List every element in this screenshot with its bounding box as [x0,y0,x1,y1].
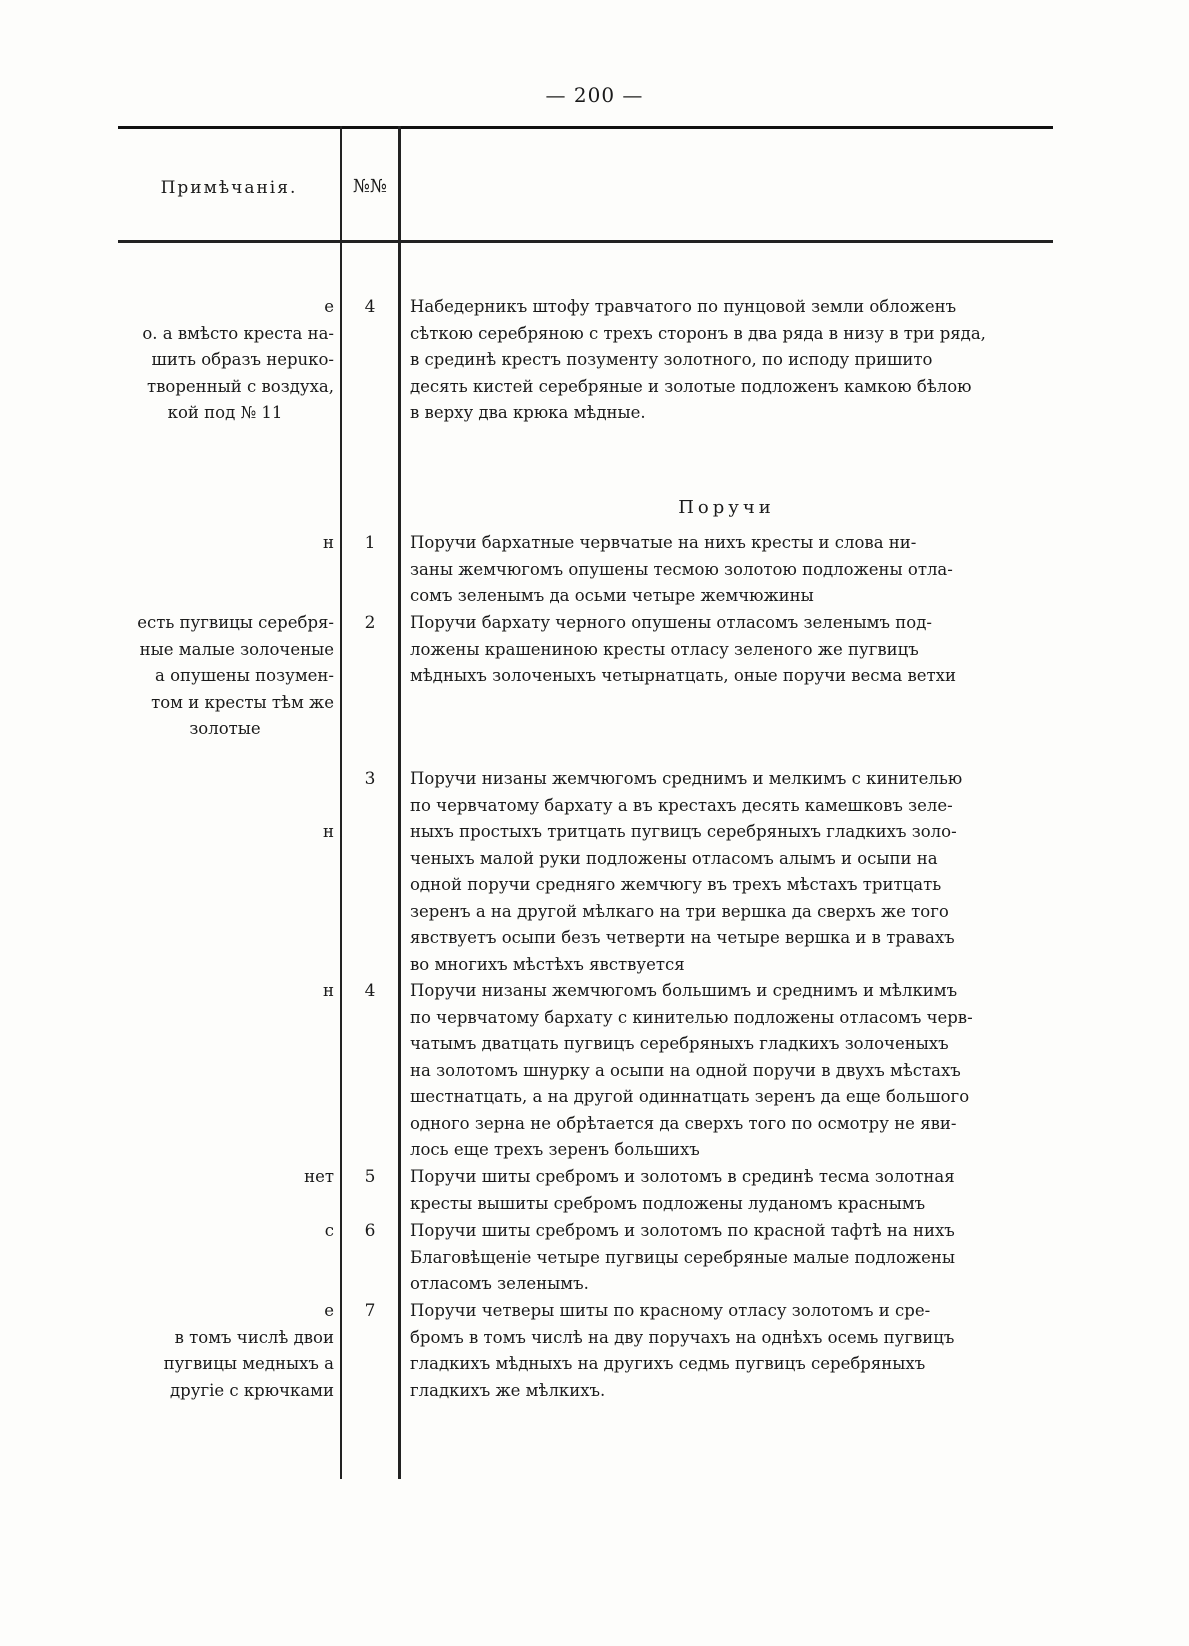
entry-note [116,610,334,743]
text-line: по червчатому бархату а въ крестахъ десять камешковъ зеле- [410,795,953,815]
text-line: лось еще трехъ зеренъ большихъ [410,1140,700,1159]
text-line: Поручи бархатные червчатые на нихъ кресты и слова ни- [410,533,917,552]
entry-note [116,294,334,427]
entry-text [410,1298,1057,1404]
note-line [116,793,334,820]
note-line: кой под № 11 [167,403,283,422]
text-line: Поручи четверы шиты по красному отласу золотомъ и сре- [410,1301,931,1320]
note-line: е [324,297,334,316]
text-line: Поручи шиты сребромъ и золотомъ по красной тафтѣ на нихъ [410,1221,955,1240]
text-line: ложены крашениною кресты отласу зеленого же пугвицъ [410,639,919,659]
notes-column-header: Примѣчанія. [160,178,298,198]
text-line: Поручи низаны жемчюгомъ большимъ и среднимъ и мѣлкимъ [410,981,958,1000]
text-line: Поручи бархату черного опушены отласомъ зеленымъ под- [410,613,932,632]
entry-number: 3 [364,769,376,789]
text-line: Набедерникъ штофу травчатого по пунцовой земли обложенъ [410,297,957,316]
note-line: е [324,1301,334,1320]
entry-text [410,610,1057,690]
entry-text [410,294,1057,427]
header-rule [118,240,1053,243]
text-line: зеренъ а на другой мѣлкаго на три вершка да сверхъ же того [410,901,949,921]
entry-note [116,530,334,557]
text-line: в верху два крюка мѣдные. [410,403,646,422]
entry-text [410,530,1057,610]
text-line: мѣдныхъ золоченыхъ четырнатцать, оные поручи весма ветхи [410,666,956,685]
text-line: сѣткою серебряною с трехъ сторонъ в два ряда в низу в три ряда, [410,323,986,343]
note-line: том и кресты тѣм же [151,692,334,712]
note-line: есть пугвицы серебря- [137,613,334,632]
entry-number: 7 [364,1301,376,1321]
note-line: золотые [189,719,261,738]
text-line: бромъ в томъ числѣ на дву поручахъ на однѣхъ осемь пугвицъ [410,1327,955,1347]
section-title: Поручи [678,497,775,518]
note-line: н [323,533,334,552]
entry-note [116,1164,334,1191]
entry-number: 6 [364,1221,376,1241]
text-line: одного зерна не обрѣтается да сверхъ того по осмотру не яви- [410,1113,957,1133]
text-line: по червчатому бархату с кинителью подложены отласомъ черв- [410,1007,973,1027]
entry-text [410,1218,1057,1298]
entry-number: 4 [364,297,376,317]
note-line [116,766,334,793]
text-line: одной поручи средняго жемчюгу въ трехъ мѣстахъ тритцать [410,875,942,894]
note-line: в томъ числѣ двои [174,1327,334,1347]
text-line: чатымъ дватцать пугвицъ серебряныхъ гладкихъ золоченыхъ [410,1034,949,1053]
text-line: в срединѣ крестъ позументу золотного, по исподу пришито [410,350,933,369]
text-line: во многихъ мѣстѣхъ явствуется [410,954,685,974]
note-line: пугвицы медныхъ а [163,1354,334,1373]
top-rule [118,126,1053,129]
entry-note [116,766,334,846]
text-line: Благовѣщеніе четыре пугвицы серебряные малые подложены [410,1247,956,1267]
note-line: другіе с крючками [170,1380,334,1400]
entry-note [116,1218,334,1245]
text-line: Поручи шиты сребромъ и золотомъ в срединѣ тесма золотная [410,1167,955,1186]
text-line: кресты вышиты сребромъ подложены луданомъ краснымъ [410,1193,926,1213]
note-line: н [323,822,334,841]
note-line: с [324,1221,334,1240]
note-line: о. а вмѣсто креста на- [142,323,334,343]
text-line: гладкихъ мѣдныхъ на другихъ седмь пугвицъ серебряныхъ [410,1354,926,1373]
note-line: творенный с воздуха, [146,376,334,396]
entry-number: 2 [364,613,376,633]
text-line: явствуетъ осыпи безъ четверти на четыре вершка и в травахъ [410,928,955,947]
text-line: Поручи низаны жемчюгомъ среднимъ и мелкимъ с кинителью [410,769,963,788]
note-line: нет [304,1167,334,1186]
note-line: а опушены позумен- [154,666,334,685]
entry-note [116,978,334,1005]
text-line: сомъ зеленымъ да осьми четыре жемчюжины [410,586,814,605]
note-line: н [323,981,334,1000]
entry-text [410,766,1057,978]
entry-note [116,1298,334,1404]
entry-number: 5 [364,1167,376,1187]
text-line: ныхъ простыхъ тритцать пугвицъ серебряныхъ гладкихъ золо- [410,822,957,841]
note-line: шить образъ нерuко- [151,350,334,369]
text-line: на золотомъ шнурку а осыпи на одной поручи в двухъ мѣстахъ [410,1060,961,1080]
text-line: шестнатцать, а на другой одиннатцать зеренъ да еще большого [410,1087,970,1106]
entry-number: 4 [364,981,376,1001]
entry-number: 1 [364,533,376,553]
column-divider-left [340,126,342,1479]
entry-text [410,1164,1057,1217]
number-column-header: №№ [352,176,388,197]
column-divider-right [398,126,401,1479]
text-line: отласомъ зеленымъ. [410,1274,589,1293]
note-line: ные малые золоченые [139,639,334,659]
page-number: — 200 — [545,83,644,107]
text-line: заны жемчюгомъ опушены тесмою золотою подложены отла- [410,559,953,579]
text-line: десять кистей серебряные и золотые подложенъ камкою бѣлою [410,376,972,396]
text-line: ченыхъ малой руки подложены отласомъ алымъ и осыпи на [410,848,938,868]
entry-text [410,978,1057,1164]
text-line: гладкихъ же мѣлкихъ. [410,1380,606,1400]
